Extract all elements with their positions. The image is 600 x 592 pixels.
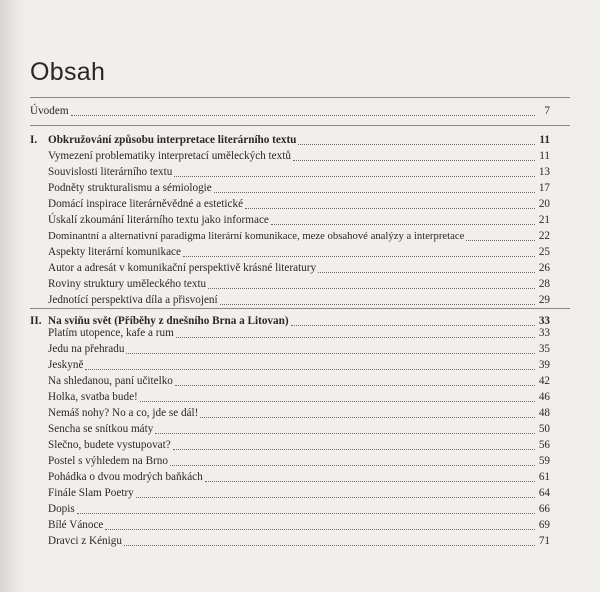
section-divider [30,308,570,309]
leader-dots [298,143,535,145]
toc-entry-page: 7 [544,105,550,117]
toc-entry-label: Na shledanou, paní učitelko [48,375,173,387]
leader-dots [245,207,535,209]
toc-entry-label: Platím utopence, kafe a rum [48,327,174,339]
toc-entry-page: 25 [538,246,550,258]
toc-entry [48,148,550,164]
toc-entry-page: 28 [538,278,550,290]
toc-entry [48,469,550,485]
toc-entry-page: 33 [538,327,550,339]
toc-entry-label: Aspekty literární komunikace [48,246,181,258]
toc-entry [48,292,550,308]
toc-entry [48,485,550,501]
toc-entry-page: 13 [538,166,550,178]
leader-dots [175,384,535,386]
toc-section-page: 33 [538,315,550,327]
leader-dots [205,480,535,482]
toc-entry-page: 17 [538,182,550,194]
toc-entry-label: Vymezení problematiky interpretací uměleckých textů [48,150,291,162]
section-number: I. [30,134,38,146]
toc-entry [48,373,550,389]
section-number: II. [30,315,42,327]
toc-entry-label: Úvodem [30,105,69,117]
toc-entry-label: Bílé Vánoce [48,519,104,531]
toc-entry [48,341,550,357]
toc-entry [48,517,550,533]
leader-dots [126,352,535,354]
toc-entry-page: 35 [538,343,550,355]
leader-dots [183,255,535,257]
toc-entry-label: Jeskyně [48,359,84,371]
toc-entry [48,389,550,405]
toc-entry-label: Slečno, budete vystupovat? [48,439,171,451]
toc-entry-page: 39 [538,359,550,371]
leader-dots [170,464,535,466]
toc-entry [48,244,550,260]
toc-entry-page: 61 [538,471,550,483]
leader-dots [220,303,535,305]
toc-entry [48,501,550,517]
toc-entry-label: Dravci z Kénigu [48,535,122,547]
toc-section-page: 11 [539,134,550,146]
leader-dots [136,496,535,498]
leader-dots [77,512,535,514]
leader-dots [318,271,535,273]
toc-entry-label: Holka, svatba bude! [48,391,138,403]
toc-entry [48,180,550,196]
toc-entry-label: Domácí inspirace literárněvědné a estetické [48,198,244,210]
title-divider [30,97,570,98]
toc-entry-label: Roviny struktury uměleckého textu [48,278,207,290]
leader-dots [140,400,535,402]
toc-entry-page: 46 [538,391,550,403]
page-title: Obsah [30,58,106,86]
toc-entry [48,357,550,373]
toc-entry-label: Nemáš nohy? No a co, jde se dál! [48,407,199,419]
leader-dots [105,528,535,530]
toc-entry-label: Dopis [48,503,75,515]
toc-entry-label: Autor a adresát v komunikační perspektivě krásné literatury [48,262,317,274]
toc-entry-page: 56 [538,439,550,451]
toc-entry-label: Dominantní a alternativní paradigma literární komunikace, meze obsahové analýzy a interpretace [48,230,465,242]
toc-entry-page: 42 [538,375,550,387]
toc-entry-label: Sencha se snítkou máty [48,423,154,435]
toc-entry-page: 48 [538,407,550,419]
toc-entry-label: Úskalí zkoumání literárního textu jako informace [48,214,269,226]
toc-entry-page: 71 [538,535,550,547]
toc-entry [48,437,550,453]
toc-entry [48,212,550,228]
toc-entry-label: Podněty strukturalismu a sémiologie [48,182,212,194]
toc-entry-page: 21 [538,214,550,226]
toc-entry-intro [30,103,550,119]
leader-dots [200,416,535,418]
toc-entry-page: 22 [538,230,550,242]
toc-entry-label: Pohádka o dvou modrých baňkách [48,471,203,483]
toc-entry [48,421,550,437]
toc-entry-label: Souvislosti literárního textu [48,166,173,178]
toc-entry [48,228,550,244]
toc-entry [48,325,550,341]
toc-entry [48,405,550,421]
toc-entry-label: Finále Slam Poetry [48,487,134,499]
section-divider [30,125,570,126]
leader-dots [208,287,535,289]
leader-dots [176,336,535,338]
toc-entry-label: Jedu na přehradu [48,343,125,355]
toc-section-label: Na sviňu svět (Příběhy z dnešního Brna a Litovan) [48,315,289,327]
toc-entry-page: 66 [538,503,550,515]
toc-entry-page: 64 [538,487,550,499]
toc-entry-page: 29 [538,294,550,306]
toc-entry [48,196,550,212]
toc-entry [48,260,550,276]
toc-entry [48,533,550,549]
leader-dots [124,544,535,546]
leader-dots [85,368,535,370]
leader-dots [466,239,535,241]
toc-entry-page: 11 [539,150,550,162]
leader-dots [214,191,535,193]
toc-entry [48,164,550,180]
toc-section-heading [30,132,550,148]
leader-dots [271,223,535,225]
toc-entry-page: 69 [538,519,550,531]
toc-entry-label: Postel s výhledem na Brno [48,455,168,467]
leader-dots [155,432,535,434]
toc-entry-label: Jednotící perspektiva díla a přisvojení [48,294,218,306]
leader-dots [173,448,535,450]
toc-entry-page: 20 [538,198,550,210]
toc-entry-page: 50 [538,423,550,435]
toc-entry [48,276,550,292]
leader-dots [293,159,535,161]
toc-entry-page: 59 [538,455,550,467]
leader-dots [71,114,535,116]
toc-section-label: Obkružování způsobu interpretace literárního textu [48,134,297,146]
page-gutter-shadow [0,0,26,592]
toc-entry-page: 26 [538,262,550,274]
leader-dots [174,175,535,177]
toc-entry [48,453,550,469]
